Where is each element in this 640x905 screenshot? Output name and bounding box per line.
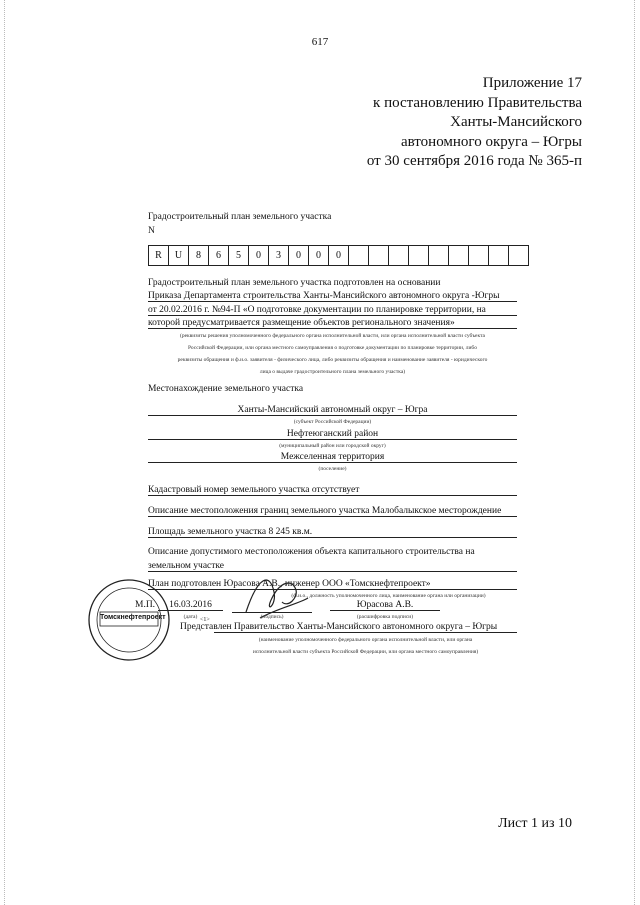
- plan-number-cell: [409, 246, 429, 265]
- location-subject: Ханты-Мансийский автономный округ – Югра: [148, 405, 517, 416]
- signature-scribble: [238, 568, 313, 623]
- name-caption: (расшифровка подписи): [356, 614, 414, 620]
- plan-number-cell: [389, 246, 409, 265]
- prepared-caption: (ф.и.о., должность уполномоченного лица, наименование органа или организации): [291, 593, 486, 599]
- basis-caption: Российской Федерации, или органа местного самоуправления о подготовке документации по планировке территории, либо: [188, 345, 477, 351]
- permitted-location: земельном участке: [148, 561, 517, 572]
- plan-number-cell: 6: [209, 246, 229, 265]
- plan-number-cell: [469, 246, 489, 265]
- submitted-caption: исполнительной власти субъекта Российской Федерации, или органа местного самоуправления): [252, 649, 479, 655]
- plan-number-cell: 5: [229, 246, 249, 265]
- location-subject-caption: (субъект Российской Федерации): [293, 419, 372, 425]
- preparer-name: Юрасова А.В.: [330, 600, 440, 611]
- basis-caption: (реквизиты решения уполномоченного федерального органа исполнительной власти, или органа исполнительной власти субъекта: [179, 333, 485, 339]
- location-district: Нефтеюганский район: [148, 429, 517, 440]
- plot-area: Площадь земельного участка 8 245 кв.м.: [148, 527, 517, 538]
- plan-number-cell: [509, 246, 528, 265]
- plan-number-cell: R: [149, 246, 169, 265]
- plan-title: Градостроительный план земельного участка: [148, 212, 332, 222]
- basis-caption: реквизиты обращения и ф.и.о. заявителя - физического лица, либо реквизиты обращения и наименование заявителя - юридического: [177, 357, 488, 363]
- plan-number-label: N: [148, 226, 155, 236]
- plan-number-cell: U: [169, 246, 189, 265]
- organization-stamp: [87, 578, 171, 662]
- basis-caption: лица о выдаче градостроительного плана земельного участка): [259, 369, 406, 375]
- sheet-number: Лист 1 из 10: [498, 816, 572, 831]
- stamp-text: Томскнефтепроект: [100, 614, 166, 621]
- submitted-label: Представлен: [180, 622, 232, 632]
- date-caption: (дата): [183, 614, 198, 620]
- plan-number-cell: 0: [309, 246, 329, 265]
- plan-number-cell: [429, 246, 449, 265]
- location-settlement-caption: (поселение): [318, 466, 347, 472]
- submitted-org: Правительство Ханты-Мансийского автономного округа – Югры: [214, 622, 517, 633]
- plan-number-cell: 3: [269, 246, 289, 265]
- plan-number-grid: [148, 245, 529, 266]
- appendix-line: Ханты-Мансийского: [450, 114, 582, 130]
- plan-number-cell: 0: [289, 246, 309, 265]
- plan-number-cell: 8: [189, 246, 209, 265]
- plan-number-cell: [489, 246, 509, 265]
- signature-caption: (подпись): [260, 614, 284, 620]
- page-number: 617: [311, 36, 329, 48]
- prepared-by: План подготовлен Юрасова А.В., инженер ООО «Томскнефтепроект»: [148, 579, 517, 590]
- permitted-location: Описание допустимого местоположения объекта капитального строительства на: [148, 547, 475, 557]
- appendix-line: Приложение 17: [482, 75, 582, 91]
- basis-line: которой предусматривается размещение объектов регионального значения»: [148, 318, 517, 329]
- basis-intro: Градостроительный план земельного участка подготовлен на основании: [148, 278, 441, 288]
- boundaries-description: Описание местоположения границ земельного участка Малобалыкское месторождение: [148, 506, 517, 517]
- appendix-line: к постановлению Правительства: [373, 94, 582, 111]
- basis-line: от 20.02.2016 г. №94-П «О подготовке документации по планировке территории, на: [148, 305, 517, 316]
- plan-number-cell: 0: [249, 246, 269, 265]
- cadastral-number: Кадастровый номер земельного участка отсутствует: [148, 485, 517, 496]
- appendix-line: от 30 сентября 2016 года № 365-п: [366, 153, 582, 169]
- location-settlement: Межселенная территория: [148, 452, 517, 463]
- location-label: Местонахождение земельного участка: [148, 384, 304, 394]
- plan-number-cell: 0: [329, 246, 349, 265]
- plan-number-cell: [449, 246, 469, 265]
- plan-number-cell: [349, 246, 369, 265]
- seal-mark: М.П.: [135, 600, 156, 610]
- appendix-line: автономного округа – Югры: [400, 133, 582, 150]
- basis-line: Приказа Департамента строительства Ханты-Мансийского автономного округа -Югры: [148, 291, 517, 302]
- location-district-caption: (муниципальный район или городской округ): [279, 443, 386, 449]
- submitted-footnote: <1>: [200, 617, 210, 623]
- plan-number-cell: [369, 246, 389, 265]
- prepared-date: 16.03.2016: [158, 600, 223, 611]
- submitted-caption: (наименование уполномоченного федерального органа исполнительной власти, или органа: [258, 637, 473, 643]
- appendix-header: [252, 74, 582, 172]
